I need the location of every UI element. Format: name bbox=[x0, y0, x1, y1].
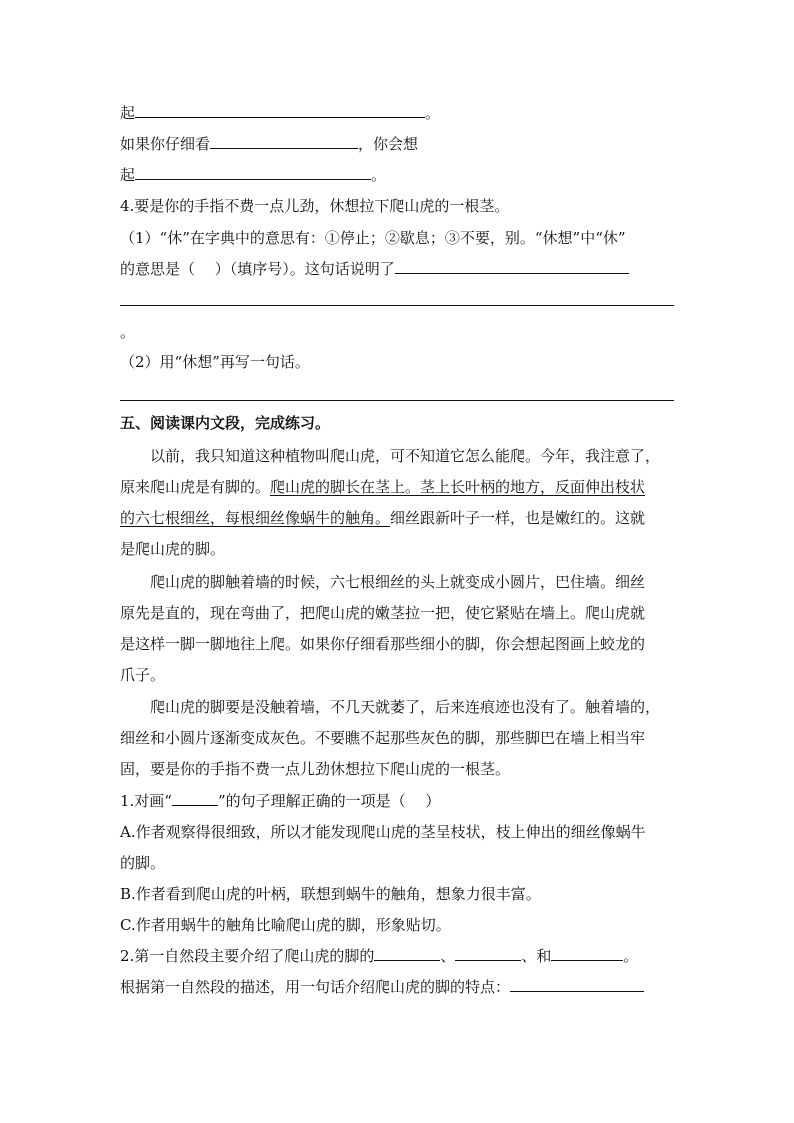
passage-p2-line3: 是这样一脚一脚地往上爬。如果你仔细看那些细小的脚，你会想起图画上蛟龙的 bbox=[120, 635, 646, 653]
fill-line-3 bbox=[120, 165, 386, 185]
underlined-sentence: 的六七根细丝，每根细丝像蜗牛的触角。 bbox=[120, 509, 391, 527]
q2-text: 根据第一自然段的描述，用一句话介绍爬山虎的脚的特点： bbox=[120, 978, 511, 996]
answer-blank[interactable] bbox=[510, 977, 644, 992]
passage-p2-line2: 原先是直的，现在弯曲了，把爬山虎的嫩茎拉一把，使它紧贴在墙上。爬山虎就 bbox=[120, 604, 646, 622]
q1-text: 1.对画“ bbox=[120, 792, 172, 810]
passage-p1-line1: 以前，我只知道这种植物叫爬山虎，可不知道它怎么能爬。今年，我注意了， bbox=[150, 447, 661, 465]
passage-p3-line3: 固，要是你的手指不费一点儿劲休想拉下爬山虎的一根茎。 bbox=[120, 760, 511, 778]
fill-line-1 bbox=[120, 103, 440, 123]
text-qi: 起 bbox=[120, 166, 136, 184]
answer-blank[interactable] bbox=[135, 165, 371, 180]
section-heading: 五、阅读课内文段，完成练习。 bbox=[120, 414, 331, 432]
q4-part2: （2）用“休想”再写一句话。 bbox=[120, 353, 310, 371]
punct: 、 bbox=[440, 947, 456, 965]
passage-p2-line4: 爪子。 bbox=[120, 666, 166, 684]
answer-blank[interactable] bbox=[374, 946, 440, 961]
text-if-look: 如果你仔细看 bbox=[120, 135, 211, 153]
text-think: ，你会想 bbox=[358, 135, 419, 153]
passage-p2-line1: 爬山虎的脚触着墙的时候，六七根细丝的头上就变成小圆片，巴住墙。细丝 bbox=[150, 573, 646, 591]
passage-p1-line4: 是爬山虎的脚。 bbox=[120, 540, 226, 558]
answer-blank[interactable] bbox=[455, 946, 521, 961]
q2-text: 2.第一自然段主要介绍了爬山虎的脚的 bbox=[120, 947, 375, 965]
q4-part1-line2 bbox=[120, 259, 629, 279]
punct: 。 bbox=[623, 947, 639, 965]
q1-stem bbox=[120, 791, 440, 811]
fill-line-2 bbox=[120, 134, 418, 154]
answer-blank[interactable] bbox=[135, 103, 425, 118]
punct: 。 bbox=[425, 104, 441, 122]
passage-p3-line2: 细丝和小圆片逐渐变成灰色。不要瞧不起那些灰色的脚，那些脚巴在墙上相当牢 bbox=[120, 729, 646, 747]
punct: 、和 bbox=[521, 947, 552, 965]
passage-text: 细丝跟新叶子一样，也是嫩红的。这就 bbox=[390, 509, 646, 527]
passage-p1-line3 bbox=[120, 508, 645, 528]
punct: 。 bbox=[120, 323, 136, 341]
q4-part1-text: 的意思是（ ）（填序号）。这句话说明了 bbox=[120, 260, 395, 278]
answer-blank[interactable] bbox=[210, 134, 358, 149]
answer-line[interactable] bbox=[120, 400, 674, 401]
q1-text: ”的句子理解正确的一项是（ ） bbox=[217, 792, 441, 810]
q1-option-c[interactable]: C.作者用蜗牛的触角比喻爬山虎的脚，形象贴切。 bbox=[120, 916, 451, 934]
q1-option-a-line1[interactable]: A.作者观察得很细致，所以才能发现爬山虎的茎呈枝状，枝上伸出的细丝像蜗牛 bbox=[120, 823, 646, 841]
passage-p1-line2 bbox=[120, 477, 645, 497]
passage-p3-line1: 爬山虎的脚要是没触着墙，不几天就萎了，后来连痕迹也没有了。触着墙的， bbox=[150, 698, 661, 716]
q4-stem: 4.要是你的手指不费一点儿劲，休想拉下爬山虎的一根茎。 bbox=[120, 197, 510, 215]
answer-line[interactable] bbox=[120, 305, 674, 306]
underline-mark bbox=[172, 791, 218, 806]
answer-blank[interactable] bbox=[395, 259, 629, 274]
q2-stem bbox=[120, 946, 638, 966]
underlined-sentence: 爬山虎的脚长在茎上。茎上长叶柄的地方，反面伸出枝状 bbox=[270, 478, 646, 496]
q1-option-b[interactable]: B.作者看到爬山虎的叶柄，联想到蜗牛的触角，想象力很丰富。 bbox=[120, 885, 541, 903]
answer-blank[interactable] bbox=[551, 946, 623, 961]
q2-line2 bbox=[120, 977, 644, 997]
punct: 。 bbox=[371, 166, 387, 184]
q4-part1-line1: （1）“休”在字典中的意思有：①停止；②歇息；③不要，别。“休想”中“休” bbox=[120, 229, 626, 247]
passage-text: 原来爬山虎是有脚的。 bbox=[120, 478, 271, 496]
text-qi: 起 bbox=[120, 104, 136, 122]
q1-option-a-line2[interactable]: 的脚。 bbox=[120, 854, 166, 872]
